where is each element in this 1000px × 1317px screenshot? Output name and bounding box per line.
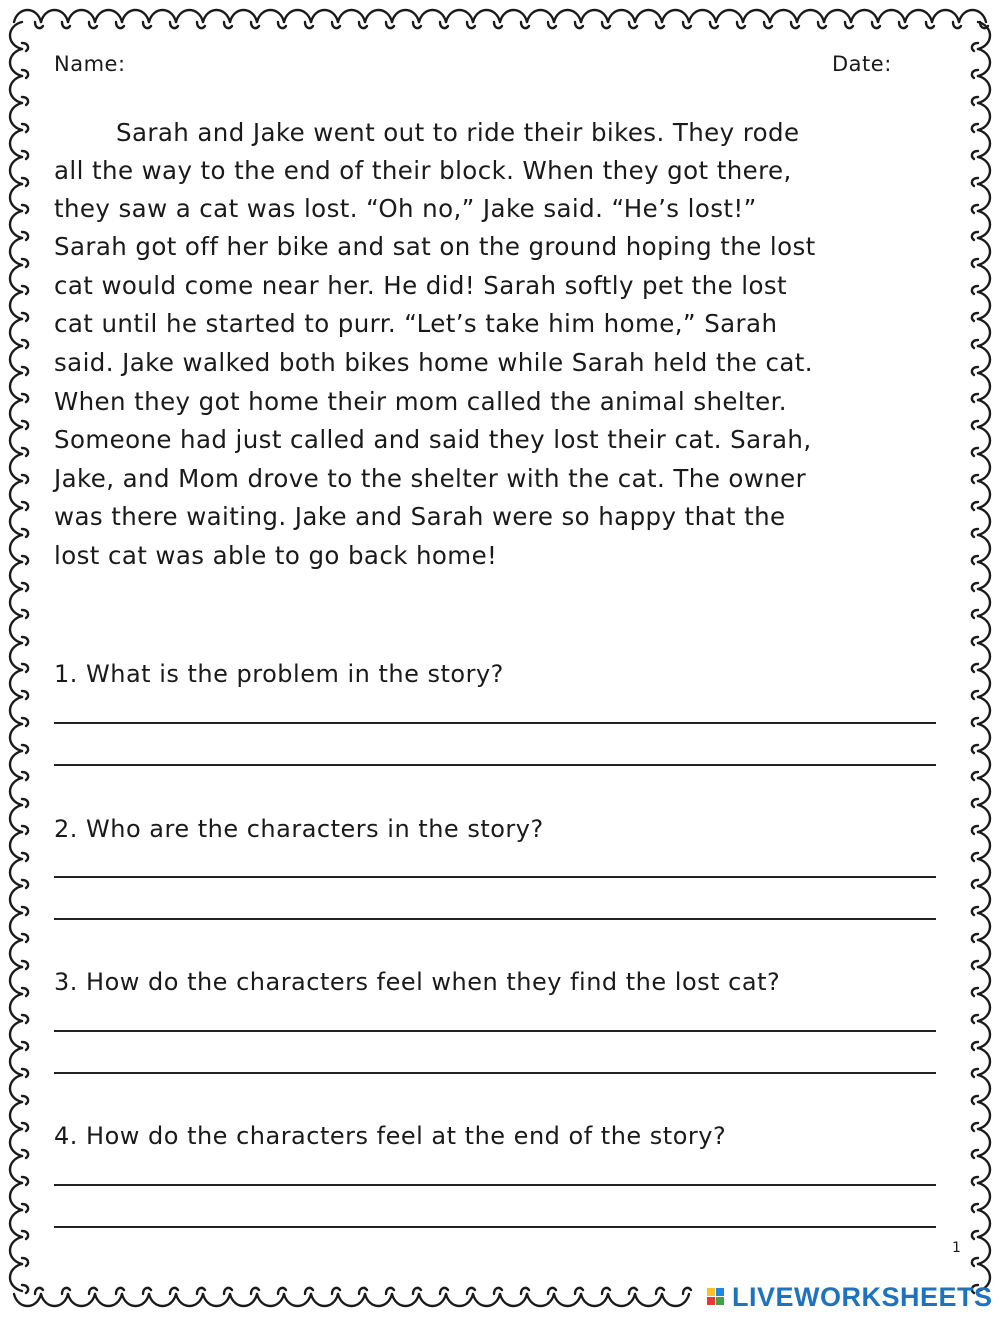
watermark-text: LIVEWORKSHEETS: [732, 1282, 993, 1312]
story-line: cat until he started to purr. “Let’s take him home,” Sarah: [54, 309, 778, 338]
answer-line[interactable]: [54, 876, 936, 878]
question-text: 3. How do the characters feel when they find the lost cat?: [54, 968, 781, 996]
answer-line[interactable]: [54, 722, 936, 724]
date-label: Date:: [832, 52, 892, 76]
answer-line[interactable]: [54, 1072, 936, 1074]
story-line: cat would come near her. He did! Sarah softly pet the lost: [54, 271, 788, 300]
question-text: 1. What is the problem in the story?: [54, 660, 504, 688]
story-line: all the way to the end of their block. When they got there,: [54, 156, 792, 185]
story-line: Sarah got off her bike and sat on the ground hoping the lost: [54, 232, 816, 261]
question-text: 4. How do the characters feel at the end of the story?: [54, 1122, 727, 1150]
liveworksheets-logo-icon: [706, 1285, 728, 1311]
answer-line[interactable]: [54, 918, 936, 920]
story-line: they saw a cat was lost. “Oh no,” Jake said. “He’s lost!”: [54, 194, 757, 223]
story-line: Someone had just called and said they lost their cat. Sarah,: [54, 425, 812, 454]
answer-line[interactable]: [54, 1226, 936, 1228]
answer-line[interactable]: [54, 1184, 936, 1186]
story-line: was there waiting. Jake and Sarah were so happy that the: [54, 502, 786, 531]
story-line: said. Jake walked both bikes home while Sarah held the cat.: [54, 348, 813, 377]
page-number: 1: [952, 1240, 961, 1256]
story-line: Jake, and Mom drove to the shelter with the cat. The owner: [54, 464, 807, 493]
question-text: 2. Who are the characters in the story?: [54, 815, 544, 843]
story-line: Sarah and Jake went out to ride their bikes. They rode: [116, 118, 800, 147]
answer-line[interactable]: [54, 1030, 936, 1032]
story-line: lost cat was able to go back home!: [54, 541, 498, 570]
story-line: When they got home their mom called the animal shelter.: [54, 387, 787, 416]
name-label: Name:: [54, 52, 126, 76]
liveworksheets-watermark: [706, 1282, 993, 1313]
answer-line[interactable]: [54, 764, 936, 766]
